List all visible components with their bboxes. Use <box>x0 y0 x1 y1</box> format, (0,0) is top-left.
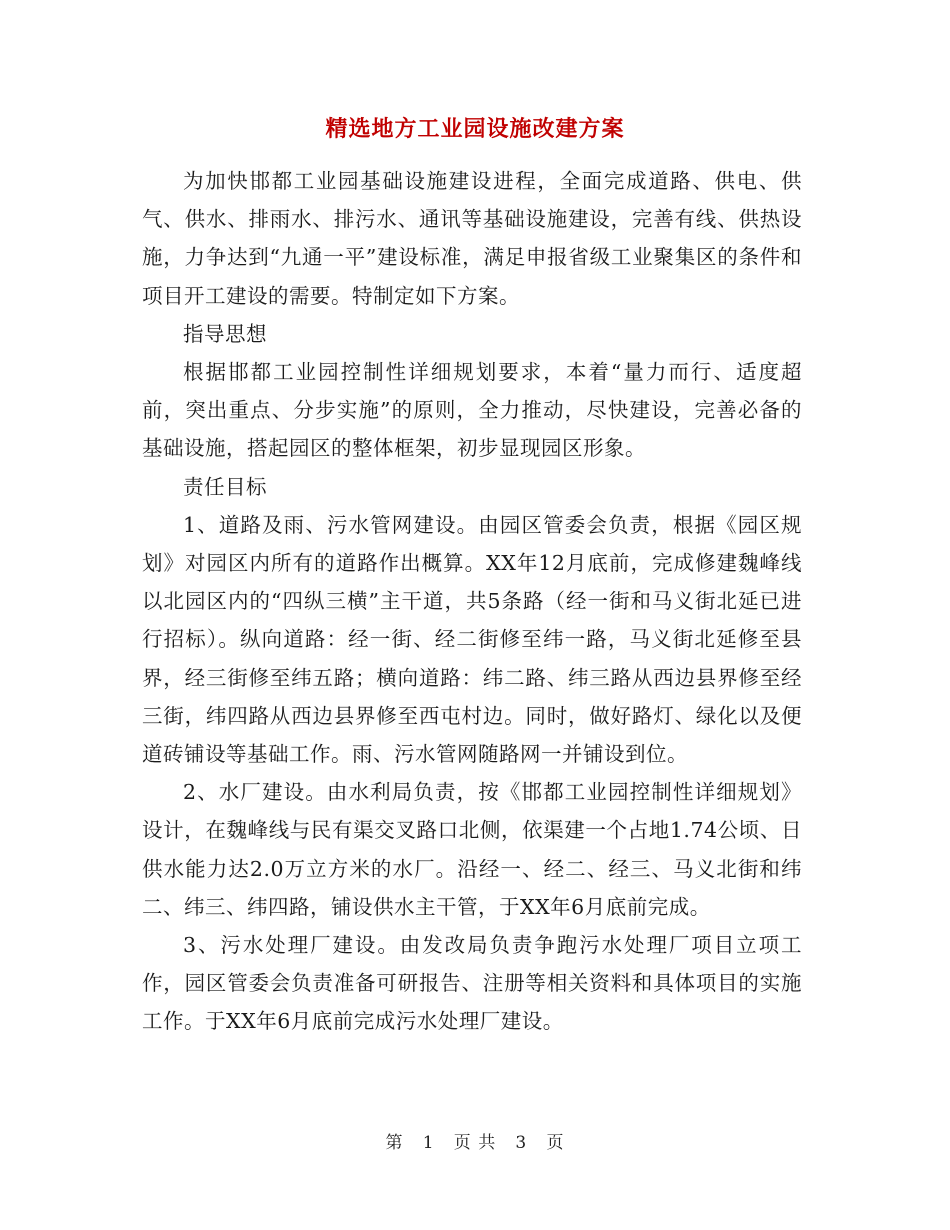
paragraph-sewage-plant: 3、污水处理厂建设。由发改局负责争跑污水处理厂项目立项工作，园区管委会负责准备可研报告、注册等相关资料和具体项目的实施工作。于XX年6月底前完成污水处理厂建设。 <box>142 933 802 1034</box>
document-body <box>142 162 802 1041</box>
paragraph-intro: 为加快邯都工业园基础设施建设进程，全面完成道路、供电、供气、供水、排雨水、排污水、通讯等基础设施建设，完善有线、供热设施，力争达到“九通一平”建设标准，满足申报省级工业聚集区的条件和项目开工建设的需要。特制定如下方案。 <box>142 169 802 308</box>
page-current: 1 <box>422 1133 435 1153</box>
document-title: 精选地方工业园设施改建方案 <box>325 116 625 142</box>
page-label-mid: 页 共 <box>453 1133 497 1153</box>
paragraph-water-plant: 2、水厂建设。由水利局负责，按《邯都工业园控制性详细规划》设计，在魏峰线与民有渠交叉路口北侧，依渠建一个占地1.74公顷、日供水能力达2.0万立方米的水厂。沿经一、经二、经三、马义北街和纬二、纬三、纬四路，铺设供水主干管，于XX年6月底前完成。 <box>142 780 802 919</box>
page-label-prefix: 第 <box>385 1133 404 1153</box>
paragraph-road-pipe-construction: 1、道路及雨、污水管网建设。由园区管委会负责，根据《园区规划》对园区内所有的道路作出概算。XX年12月底前，完成修建魏峰线以北园区内的“四纵三横”主干道，共5条路（经一街和马义街北延已进行招标）。纵向道路：经一街、经二街修至纬一路，马义街北延修至县界，经三街修至纬五路；横向道路：纬二路、纬三路从西边县界修至经三街，纬四路从西边县界修至西屯村边。同时，做好路灯、绿化以及便道砖铺设等基础工作。雨、污水管网随路网一并铺设到位。 <box>142 512 802 767</box>
page-footer <box>0 1128 950 1153</box>
heading-responsibility-goals: 责任目标 <box>183 474 267 499</box>
paragraph-guiding-ideology: 根据邯都工业园控制性详细规划要求，本着“量力而行、适度超前，突出重点、分步实施”的原则，全力推动，尽快建设，完善必备的基础设施，搭起园区的整体框架，初步显现园区形象。 <box>142 360 802 461</box>
page-total: 3 <box>515 1133 528 1153</box>
page-label-suffix: 页 <box>546 1133 565 1153</box>
heading-guiding-ideology: 指导思想 <box>183 321 267 346</box>
